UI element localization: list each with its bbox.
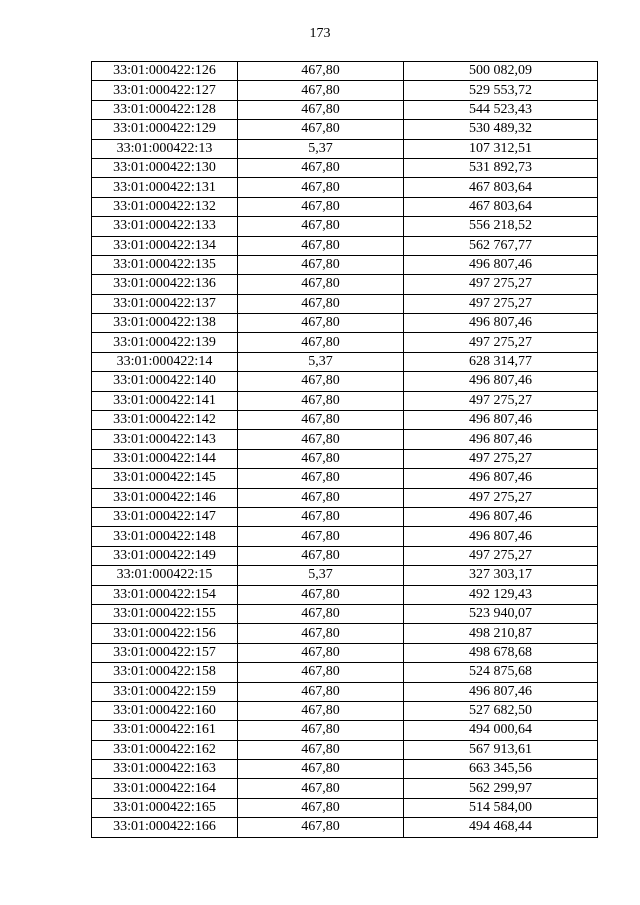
value-cell: 496 807,46 bbox=[404, 682, 598, 701]
cadastral-number-cell: 33:01:000422:13 bbox=[92, 139, 238, 158]
table-row bbox=[92, 760, 598, 779]
area-cell: 467,80 bbox=[238, 178, 404, 197]
value-cell: 524 875,68 bbox=[404, 663, 598, 682]
value-cell: 514 584,00 bbox=[404, 798, 598, 817]
cadastral-number-cell: 33:01:000422:162 bbox=[92, 740, 238, 759]
table-row bbox=[92, 197, 598, 216]
table-row bbox=[92, 100, 598, 119]
table-row bbox=[92, 818, 598, 837]
cadastral-number-cell: 33:01:000422:14 bbox=[92, 352, 238, 371]
cadastral-number-cell: 33:01:000422:135 bbox=[92, 255, 238, 274]
value-cell: 527 682,50 bbox=[404, 701, 598, 720]
cadastral-number-cell: 33:01:000422:133 bbox=[92, 217, 238, 236]
table-row bbox=[92, 217, 598, 236]
value-cell: 567 913,61 bbox=[404, 740, 598, 759]
value-cell: 496 807,46 bbox=[404, 314, 598, 333]
value-cell: 498 210,87 bbox=[404, 624, 598, 643]
table-row bbox=[92, 527, 598, 546]
value-cell: 497 275,27 bbox=[404, 391, 598, 410]
cadastral-number-cell: 33:01:000422:159 bbox=[92, 682, 238, 701]
table-row bbox=[92, 255, 598, 274]
table-row bbox=[92, 333, 598, 352]
value-cell: 494 000,64 bbox=[404, 721, 598, 740]
value-cell: 496 807,46 bbox=[404, 527, 598, 546]
value-cell: 496 807,46 bbox=[404, 469, 598, 488]
table-row bbox=[92, 566, 598, 585]
value-cell: 496 807,46 bbox=[404, 411, 598, 430]
area-cell: 467,80 bbox=[238, 236, 404, 255]
area-cell: 467,80 bbox=[238, 643, 404, 662]
cadastral-number-cell: 33:01:000422:142 bbox=[92, 411, 238, 430]
area-cell: 467,80 bbox=[238, 740, 404, 759]
value-cell: 556 218,52 bbox=[404, 217, 598, 236]
cadastral-number-cell: 33:01:000422:137 bbox=[92, 294, 238, 313]
value-cell: 467 803,64 bbox=[404, 197, 598, 216]
cadastral-number-cell: 33:01:000422:158 bbox=[92, 663, 238, 682]
area-cell: 467,80 bbox=[238, 275, 404, 294]
value-cell: 663 345,56 bbox=[404, 760, 598, 779]
area-cell: 467,80 bbox=[238, 449, 404, 468]
value-cell: 496 807,46 bbox=[404, 372, 598, 391]
value-cell: 562 767,77 bbox=[404, 236, 598, 255]
value-cell: 497 275,27 bbox=[404, 546, 598, 565]
value-cell: 628 314,77 bbox=[404, 352, 598, 371]
cadastral-number-cell: 33:01:000422:131 bbox=[92, 178, 238, 197]
table-row bbox=[92, 275, 598, 294]
table-row bbox=[92, 604, 598, 623]
value-cell: 497 275,27 bbox=[404, 449, 598, 468]
area-cell: 467,80 bbox=[238, 760, 404, 779]
value-cell: 496 807,46 bbox=[404, 507, 598, 526]
table-row bbox=[92, 740, 598, 759]
table-row bbox=[92, 488, 598, 507]
value-cell: 467 803,64 bbox=[404, 178, 598, 197]
area-cell: 467,80 bbox=[238, 158, 404, 177]
table-row bbox=[92, 62, 598, 81]
table-row bbox=[92, 81, 598, 100]
area-cell: 5,37 bbox=[238, 352, 404, 371]
value-cell: 544 523,43 bbox=[404, 100, 598, 119]
cadastral-number-cell: 33:01:000422:127 bbox=[92, 81, 238, 100]
table-row bbox=[92, 178, 598, 197]
area-cell: 467,80 bbox=[238, 430, 404, 449]
cadastral-number-cell: 33:01:000422:144 bbox=[92, 449, 238, 468]
area-cell: 467,80 bbox=[238, 197, 404, 216]
area-cell: 5,37 bbox=[238, 139, 404, 158]
area-cell: 467,80 bbox=[238, 81, 404, 100]
table-row bbox=[92, 624, 598, 643]
value-cell: 498 678,68 bbox=[404, 643, 598, 662]
area-cell: 467,80 bbox=[238, 488, 404, 507]
value-cell: 523 940,07 bbox=[404, 604, 598, 623]
area-cell: 467,80 bbox=[238, 391, 404, 410]
area-cell: 467,80 bbox=[238, 314, 404, 333]
table-row bbox=[92, 139, 598, 158]
table-row bbox=[92, 507, 598, 526]
area-cell: 467,80 bbox=[238, 294, 404, 313]
value-cell: 530 489,32 bbox=[404, 120, 598, 139]
value-cell: 531 892,73 bbox=[404, 158, 598, 177]
cadastral-number-cell: 33:01:000422:163 bbox=[92, 760, 238, 779]
area-cell: 467,80 bbox=[238, 798, 404, 817]
area-cell: 467,80 bbox=[238, 217, 404, 236]
value-cell: 500 082,09 bbox=[404, 62, 598, 81]
value-cell: 497 275,27 bbox=[404, 294, 598, 313]
area-cell: 5,37 bbox=[238, 566, 404, 585]
area-cell: 467,80 bbox=[238, 624, 404, 643]
cadastral-number-cell: 33:01:000422:143 bbox=[92, 430, 238, 449]
area-cell: 467,80 bbox=[238, 585, 404, 604]
area-cell: 467,80 bbox=[238, 721, 404, 740]
area-cell: 467,80 bbox=[238, 411, 404, 430]
cadastral-number-cell: 33:01:000422:146 bbox=[92, 488, 238, 507]
value-cell: 107 312,51 bbox=[404, 139, 598, 158]
value-cell: 327 303,17 bbox=[404, 566, 598, 585]
cadastral-number-cell: 33:01:000422:139 bbox=[92, 333, 238, 352]
area-cell: 467,80 bbox=[238, 120, 404, 139]
cadastral-number-cell: 33:01:000422:160 bbox=[92, 701, 238, 720]
cadastral-number-cell: 33:01:000422:156 bbox=[92, 624, 238, 643]
cadastral-number-cell: 33:01:000422:157 bbox=[92, 643, 238, 662]
cadastral-number-cell: 33:01:000422:136 bbox=[92, 275, 238, 294]
cadastral-number-cell: 33:01:000422:149 bbox=[92, 546, 238, 565]
cadastral-number-cell: 33:01:000422:165 bbox=[92, 798, 238, 817]
value-cell: 497 275,27 bbox=[404, 488, 598, 507]
cadastral-number-cell: 33:01:000422:148 bbox=[92, 527, 238, 546]
table-row bbox=[92, 430, 598, 449]
table-row bbox=[92, 546, 598, 565]
cadastral-number-cell: 33:01:000422:15 bbox=[92, 566, 238, 585]
cadastral-number-cell: 33:01:000422:138 bbox=[92, 314, 238, 333]
cadastral-number-cell: 33:01:000422:128 bbox=[92, 100, 238, 119]
cadastral-number-cell: 33:01:000422:145 bbox=[92, 469, 238, 488]
value-cell: 494 468,44 bbox=[404, 818, 598, 837]
table-row bbox=[92, 798, 598, 817]
table-row bbox=[92, 682, 598, 701]
area-cell: 467,80 bbox=[238, 372, 404, 391]
table-row bbox=[92, 236, 598, 255]
table-row bbox=[92, 701, 598, 720]
cadastral-number-cell: 33:01:000422:141 bbox=[92, 391, 238, 410]
area-cell: 467,80 bbox=[238, 333, 404, 352]
table-row bbox=[92, 352, 598, 371]
table-row bbox=[92, 469, 598, 488]
table-row bbox=[92, 294, 598, 313]
area-cell: 467,80 bbox=[238, 604, 404, 623]
cadastral-number-cell: 33:01:000422:126 bbox=[92, 62, 238, 81]
value-cell: 529 553,72 bbox=[404, 81, 598, 100]
table-row bbox=[92, 120, 598, 139]
value-cell: 496 807,46 bbox=[404, 255, 598, 274]
area-cell: 467,80 bbox=[238, 682, 404, 701]
cadastral-number-cell: 33:01:000422:154 bbox=[92, 585, 238, 604]
table-row bbox=[92, 721, 598, 740]
table-row bbox=[92, 779, 598, 798]
area-cell: 467,80 bbox=[238, 779, 404, 798]
area-cell: 467,80 bbox=[238, 255, 404, 274]
table-body bbox=[92, 62, 598, 838]
table-row bbox=[92, 372, 598, 391]
cadastral-number-cell: 33:01:000422:164 bbox=[92, 779, 238, 798]
page-number: 173 bbox=[309, 26, 331, 41]
area-cell: 467,80 bbox=[238, 701, 404, 720]
area-cell: 467,80 bbox=[238, 663, 404, 682]
cadastral-number-cell: 33:01:000422:166 bbox=[92, 818, 238, 837]
cadastral-number-cell: 33:01:000422:134 bbox=[92, 236, 238, 255]
table-row bbox=[92, 663, 598, 682]
value-cell: 496 807,46 bbox=[404, 430, 598, 449]
area-cell: 467,80 bbox=[238, 546, 404, 565]
value-cell: 497 275,27 bbox=[404, 275, 598, 294]
cadastral-number-cell: 33:01:000422:140 bbox=[92, 372, 238, 391]
table-row bbox=[92, 391, 598, 410]
value-cell: 562 299,97 bbox=[404, 779, 598, 798]
cadastral-number-cell: 33:01:000422:155 bbox=[92, 604, 238, 623]
table-row bbox=[92, 158, 598, 177]
value-cell: 497 275,27 bbox=[404, 333, 598, 352]
table-row bbox=[92, 449, 598, 468]
cadastral-number-cell: 33:01:000422:132 bbox=[92, 197, 238, 216]
area-cell: 467,80 bbox=[238, 527, 404, 546]
cadastral-table bbox=[91, 61, 598, 838]
value-cell: 492 129,43 bbox=[404, 585, 598, 604]
cadastral-number-cell: 33:01:000422:129 bbox=[92, 120, 238, 139]
area-cell: 467,80 bbox=[238, 100, 404, 119]
table-row bbox=[92, 314, 598, 333]
area-cell: 467,80 bbox=[238, 469, 404, 488]
cadastral-number-cell: 33:01:000422:130 bbox=[92, 158, 238, 177]
area-cell: 467,80 bbox=[238, 507, 404, 526]
table-row bbox=[92, 585, 598, 604]
cadastral-number-cell: 33:01:000422:147 bbox=[92, 507, 238, 526]
cadastral-number-cell: 33:01:000422:161 bbox=[92, 721, 238, 740]
area-cell: 467,80 bbox=[238, 62, 404, 81]
table-row bbox=[92, 643, 598, 662]
table-row bbox=[92, 411, 598, 430]
area-cell: 467,80 bbox=[238, 818, 404, 837]
